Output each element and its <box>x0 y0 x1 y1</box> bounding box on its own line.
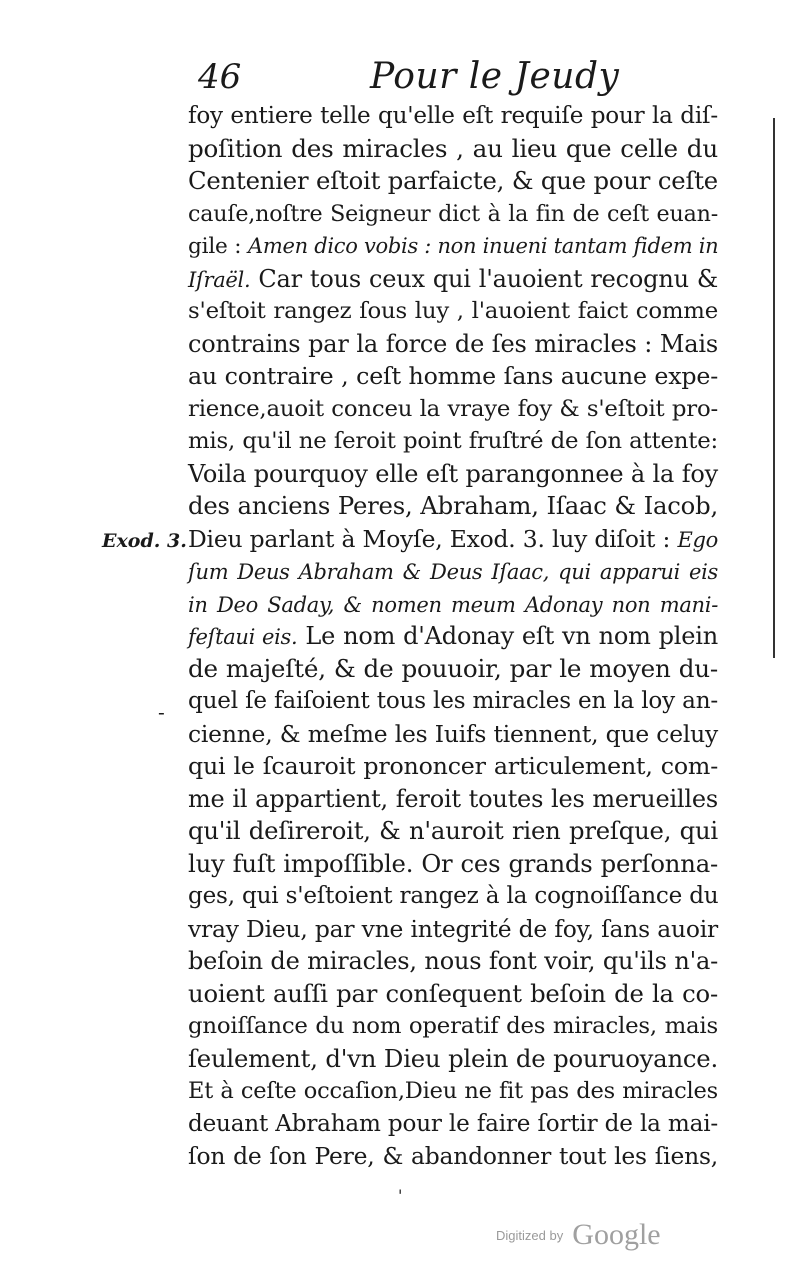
latin-quotation: Iſraël. <box>188 267 251 292</box>
line-text: s'eſtoit rangez ſous luy , l'auoient faict comme <box>188 298 718 324</box>
margin-note: Exod. 3. <box>102 530 187 552</box>
text-line <box>188 880 718 913</box>
line-text: Centenier eſtoit parfaicte, & que pour ceſte <box>188 166 718 195</box>
text-line <box>188 1010 718 1043</box>
text-line <box>188 685 718 718</box>
latin-quotation: ſum Deus Abraham & Deus Iſaac, qui apparui eis <box>188 560 718 584</box>
latin-quotation: in Deo Saday, & nomen meum Adonay non mani- <box>188 592 718 617</box>
line-text: me il appartient, feroit toutes les merueilles <box>188 784 718 813</box>
text-line <box>188 815 718 848</box>
text-line <box>188 523 718 556</box>
text-line <box>188 848 718 881</box>
bottom-mark: ' <box>398 1186 403 1205</box>
latin-quotation: Amen dico vobis : non inueni tantam fidem in <box>248 234 719 258</box>
digitized-watermark <box>496 1218 661 1258</box>
text-line <box>188 588 718 621</box>
line-text: contrains par la force de ſes miracles : Mais <box>188 329 718 358</box>
text-line <box>188 263 718 296</box>
watermark-prefix: Digitized by <box>496 1227 564 1243</box>
line-text: poſition des miracles , au lieu que celle du <box>188 133 718 163</box>
text-line <box>188 945 718 978</box>
line-text: Car tous ceux qui l'auoient recognu & <box>250 264 718 293</box>
line-text: au contraire , ceſt homme ſans aucune expe- <box>188 362 718 390</box>
text-line <box>188 295 718 328</box>
text-line <box>188 620 718 653</box>
text-line <box>188 718 718 751</box>
line-text: ſon de ſon Pere, & abandonner tout les ſiens, <box>188 1142 718 1170</box>
text-line <box>188 165 718 198</box>
text-line <box>188 100 718 133</box>
line-text: ges, qui s'eſtoient rangez à la cognoiſſance du <box>188 883 719 909</box>
line-text: luy fuſt impoſſible. Or ces grands perſonna- <box>188 848 718 878</box>
page-edge-rule <box>773 118 775 658</box>
line-text: beſoin de miracles, nous font voir, qu'ils n'a- <box>188 947 718 975</box>
line-text: mis, qu'il ne ſeroit point fruſtré de ſon attente: <box>188 428 718 454</box>
line-text: cauſe,noſtre Seigneur dict à la fin de ceſt euan- <box>188 200 718 227</box>
text-line <box>188 490 718 523</box>
line-text: gile : <box>188 234 249 259</box>
running-head <box>190 56 710 98</box>
text-line <box>188 783 718 816</box>
text-line <box>188 425 718 458</box>
text-line <box>188 1140 718 1173</box>
margin-mark: - <box>158 700 165 724</box>
text-line <box>188 360 718 393</box>
text-line <box>188 133 718 166</box>
line-text: qu'il deſireroit, & n'auroit rien preſque, qui <box>188 816 718 845</box>
text-line <box>188 230 718 263</box>
text-line <box>188 328 718 361</box>
body-text <box>188 100 718 1173</box>
text-line <box>188 1108 718 1141</box>
line-text: de majeſté, & de pouuoir, par le moyen du- <box>188 653 718 683</box>
text-line <box>188 1043 718 1076</box>
text-line <box>188 978 718 1011</box>
line-text: uoient auſſi par conſequent beſoin de la co- <box>188 978 718 1008</box>
line-text: vray Dieu, par vne integrité de foy, ſans auoir <box>188 914 718 943</box>
text-line <box>188 198 718 231</box>
latin-quotation: Ego <box>677 527 718 552</box>
line-text: Le nom d'Adonay eſt vn nom plein <box>297 622 718 650</box>
line-text: deuant Abraham pour le faire ſortir de la mai- <box>188 1110 718 1137</box>
text-line <box>188 1075 718 1108</box>
line-text: qui le ſcauroit prononcer articulement, com- <box>188 752 718 780</box>
line-text: des anciens Peres, Abraham, Iſaac & Iacob, <box>188 491 718 520</box>
line-text: Et à ceſte occaſion,Dieu ne fit pas des miracles <box>188 1078 718 1104</box>
text-line <box>188 653 718 686</box>
text-line <box>188 393 718 426</box>
line-text: gnoiſſance du nom operatif des miracles, mais <box>188 1013 718 1039</box>
line-text: Voila pourquoy elle eſt parangonnee à la foy <box>188 459 718 488</box>
line-text: foy entiere telle qu'elle eſt requiſe pour la diſ- <box>188 103 718 129</box>
line-text: ſeulement, d'vn Dieu plein de pouruoyance. <box>188 1043 718 1073</box>
page-number: 46 <box>198 57 242 97</box>
line-text: rience,auoit conceu la vraye foy & s'eſtoit pro- <box>188 395 718 422</box>
text-line <box>188 555 718 588</box>
text-line <box>188 458 718 491</box>
line-text: Dieu parlant à Moyſe, Exod. 3. luy diſoit : <box>188 524 678 553</box>
google-logo: Google <box>572 1218 661 1251</box>
line-text: quel ſe faiſoient tous les miracles en la loy an- <box>188 688 718 714</box>
line-text: cienne, & meſme les Iuifs tiennent, que celuy <box>188 719 718 748</box>
text-line <box>188 913 718 946</box>
running-title: Pour le Jeudy <box>370 56 620 97</box>
latin-quotation: feſtaui eis. <box>188 625 298 649</box>
text-line <box>188 750 718 783</box>
